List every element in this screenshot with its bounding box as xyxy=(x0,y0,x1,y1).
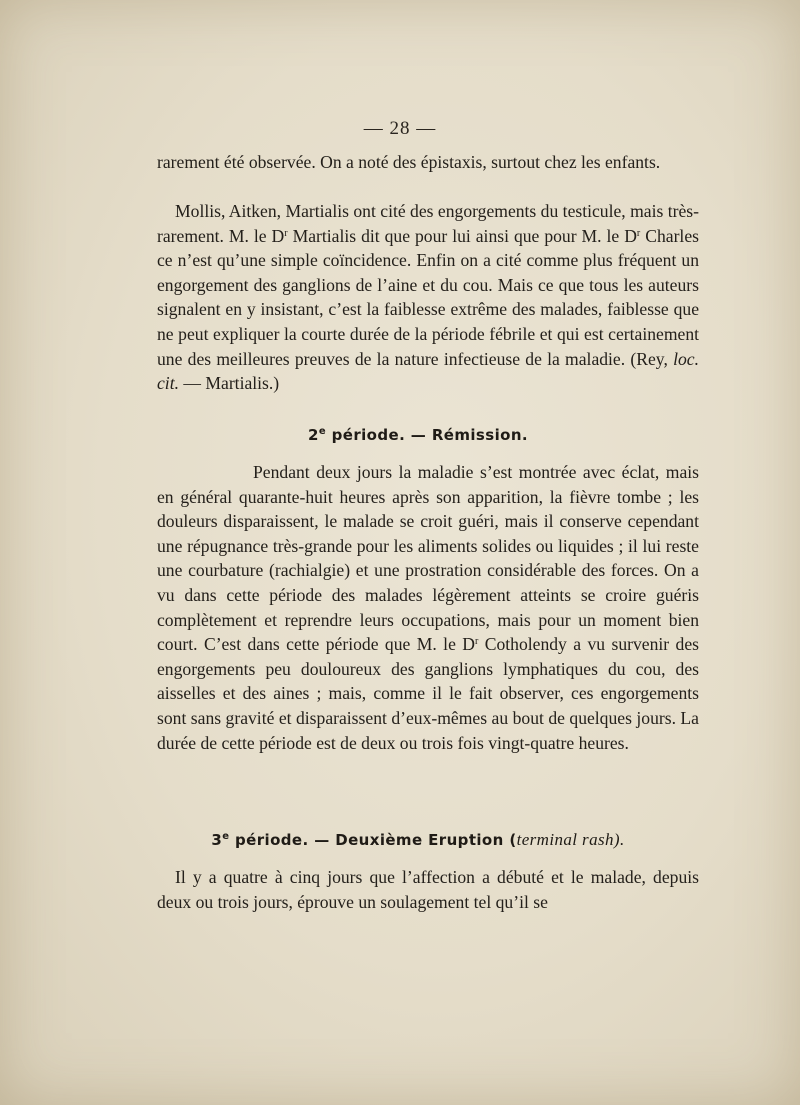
paragraph-2-part-4: — Martialis.) xyxy=(178,373,280,394)
paragraph-3 xyxy=(157,460,699,755)
superscript-r: r xyxy=(284,227,288,239)
heading-tail: ). xyxy=(613,830,625,849)
paragraph-4-text xyxy=(157,865,699,914)
heading-superscript: e xyxy=(318,426,326,437)
paragraph-1 xyxy=(157,150,699,175)
citation-italic: loc. cit. xyxy=(157,348,699,394)
section-heading-remission xyxy=(18,426,800,444)
superscript-r: r xyxy=(636,227,641,239)
paragraph-2-part-3: Charles ce n’est qu’une simple coïncidence. Enfin on a cité comme plus fréquent un engorgement des ganglions de l’aine et du cou. Mais ce que tous les auteurs signalent en y insistant, c’est la faiblesse extrême des malades, faiblesse que ne peut expliquer la courte durée de la période fébrile et qui est certainement une des meilleures preuves de la nature infectieuse de la maladie. (Rey, xyxy=(157,225,699,369)
paragraph-4 xyxy=(157,865,699,914)
paragraph-2-part-2: Martialis dit que pour lui ainsi que pour M. le D xyxy=(287,225,637,246)
heading-italic: terminal rash xyxy=(516,830,614,849)
heading-superscript: e xyxy=(222,831,230,842)
superscript-r: r xyxy=(475,636,479,648)
paragraph-1-text: rarement été observée. On a noté des épistaxis, surtout chez les enfants. xyxy=(157,152,661,172)
paragraph-2-text xyxy=(157,199,699,396)
paragraph-2-part-1: Mollis, Aitken, Martialis ont cité des engorgements du testicule, mais très-rarement. M. le D xyxy=(157,201,699,246)
page-number: — 28 — xyxy=(363,118,437,139)
heading-text: période. — Deuxième Eruption ( xyxy=(229,831,517,849)
heading-number: 2 xyxy=(307,426,319,444)
heading-text: période. — Rémission. xyxy=(326,426,529,444)
paragraph-4-body: Il y a quatre à cinq jours que l’affection a débuté et le malade, depuis deux ou trois jours, éprouve un soulagement tel qu’il se xyxy=(157,867,699,912)
section-heading-second-eruption xyxy=(18,830,800,850)
paragraph-3-part-2: Cotholendy a vu survenir des engorgements peu douloureux des ganglions lymphatiques du cou, des aisselles et des aines ; mais, comme il le fait observer, ces engorgements sont sans gravité et disparaissent d’eux-mêmes au bout de quelques jours. La durée de cette période est de deux ou trois fois vingt-quatre heures. xyxy=(157,634,699,753)
paragraph-3-text xyxy=(157,460,699,755)
paragraph-2 xyxy=(157,199,699,396)
paragraph-3-part-1: Pendant deux jours la maladie s’est montrée avec éclat, mais en général quarante-huit heures après son apparition, la fièvre tombe ; les douleurs disparaissent, le malade se croit guéri, mais il conserve cependant une répugnance très-grande pour les aliments solides ou liquides ; il lui reste une courbature (rachialgie) et une prostration considérable des forces. On a vu dans cette période des malades légèrement atteints se croire guéris complètement et reprendre leurs occupations, mais pour un moment bien court. C’est dans cette période que M. le D xyxy=(157,462,699,655)
heading-number: 3 xyxy=(211,831,223,849)
